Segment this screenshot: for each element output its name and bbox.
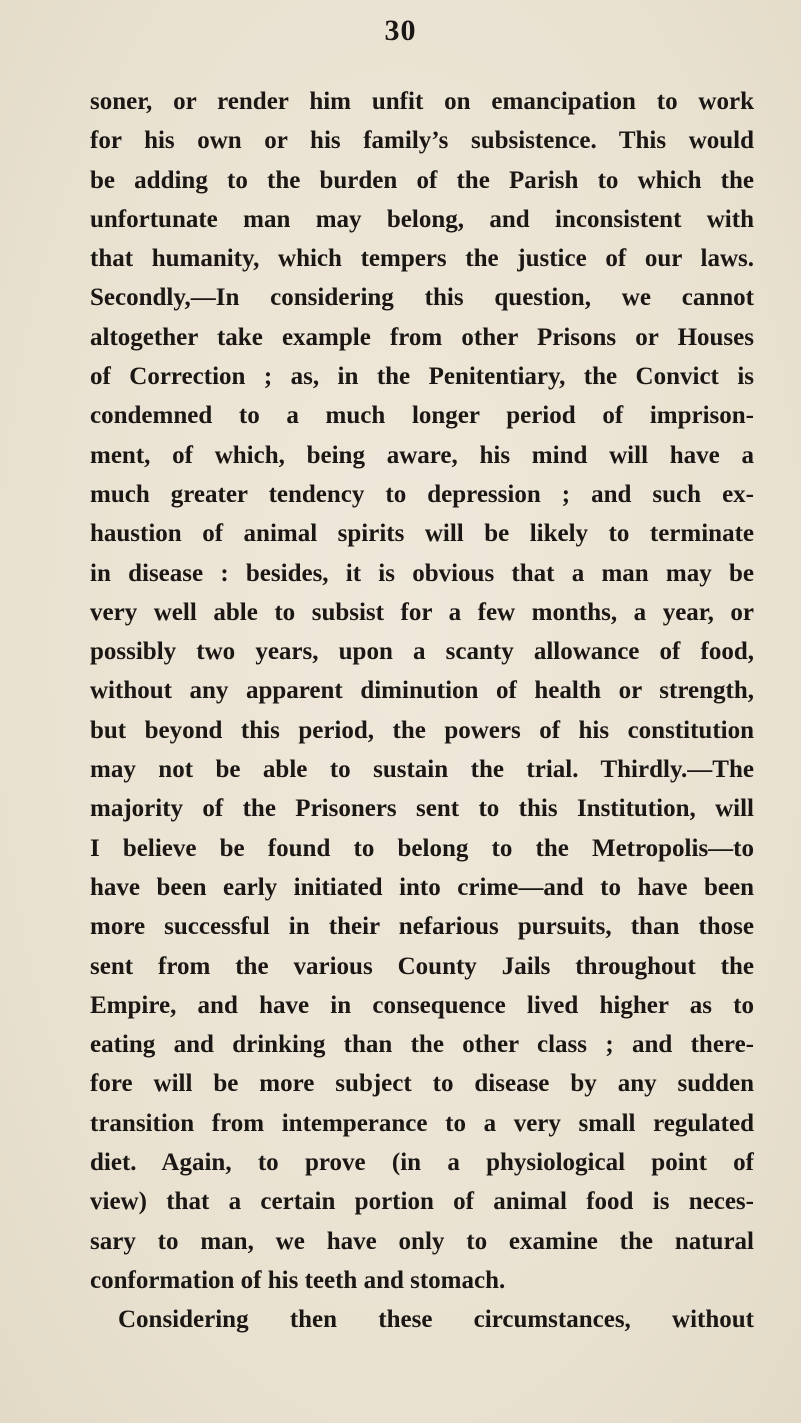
text-line: soner, or render him unfit on emancipation to work <box>90 88 754 115</box>
text-line: haustion of animal spirits will be likely to terminate <box>90 520 754 548</box>
text-line: very well able to subsist for a few months, a year, or <box>90 598 754 626</box>
text-line: Secondly,—In considering this question, we cannot <box>90 284 754 312</box>
text-line: that humanity, which tempers the justice of our laws. <box>90 245 754 273</box>
text-line: for his own or his family’s subsistence. This would <box>90 127 754 155</box>
text-line: ment, of which, being aware, his mind will have a <box>90 441 754 469</box>
text-line: without any apparent diminution of health or strength, <box>90 677 754 705</box>
text-line: of Correction ; as, in the Penitentiary, the Convict is <box>90 363 754 391</box>
text-line: conformation of his teeth and stomach. <box>90 1266 506 1294</box>
text-line: sent from the various County Jails throughout the <box>90 952 754 980</box>
text-line: but beyond this period, the powers of his constitution <box>90 716 754 744</box>
text-line: in disease : besides, it is obvious that a man may be <box>90 559 754 587</box>
text-line: Empire, and have in consequence lived higher as to <box>90 991 754 1019</box>
text-line: altogether take example from other Prisons or Houses <box>90 323 754 351</box>
text-line: I believe be found to belong to the Metropolis—to <box>90 834 754 862</box>
body-text <box>90 82 754 1340</box>
text-line: be adding to the burden of the Parish to which the <box>90 166 754 194</box>
text-line: may not be able to sustain the trial. Thirdly.—The <box>90 756 754 784</box>
text-line: unfortunate man may belong, and inconsistent with <box>90 205 754 233</box>
text-line: fore will be more subject to disease by any sudden <box>90 1070 754 1098</box>
text-line: have been early initiated into crime—and to have been <box>90 873 754 901</box>
text-line: sary to man, we have only to examine the natural <box>90 1227 754 1255</box>
text-line: diet. Again, to prove (in a physiological point of <box>90 1149 754 1177</box>
text-line: much greater tendency to depression ; and such ex- <box>90 480 754 508</box>
text-line: condemned to a much longer period of imprison- <box>90 402 754 430</box>
text-line: view) that a certain portion of animal food is neces- <box>90 1188 754 1216</box>
text-line: possibly two years, upon a scanty allowance of food, <box>90 638 754 666</box>
text-line: Considering then these circumstances, without <box>118 1306 754 1334</box>
text-line: majority of the Prisoners sent to this Institution, will <box>90 795 754 823</box>
text-line: transition from intemperance to a very small regulated <box>90 1109 754 1137</box>
text-line: more successful in their nefarious pursuits, than those <box>90 913 754 941</box>
text-line: eating and drinking than the other class ; and there- <box>90 1031 754 1059</box>
page-number: 30 <box>384 14 417 47</box>
